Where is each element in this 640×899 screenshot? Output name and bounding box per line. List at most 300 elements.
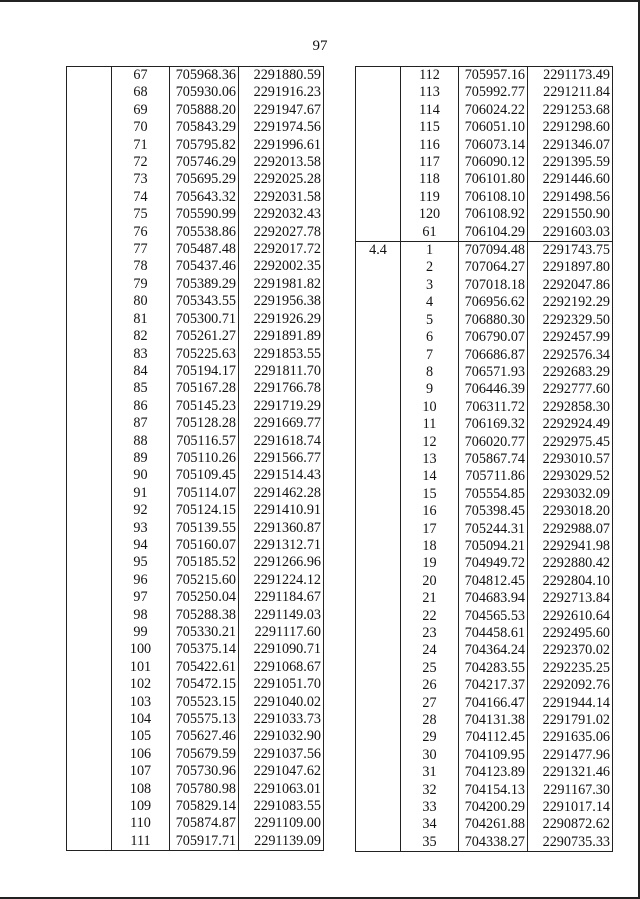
point-number-cell: 90 <box>112 467 170 484</box>
y-coordinate-cell: 2292880.42 <box>528 555 613 572</box>
point-number-cell: 81 <box>112 311 170 328</box>
point-number-cell: 17 <box>401 521 459 538</box>
x-coordinate-cell: 704200.29 <box>459 799 528 816</box>
x-coordinate-cell: 707018.18 <box>459 277 528 294</box>
x-coordinate-cell: 705795.82 <box>170 137 239 154</box>
y-coordinate-cell: 2292013.58 <box>239 154 324 171</box>
y-coordinate-cell: 2291880.59 <box>239 67 324 85</box>
y-coordinate-cell: 2292235.25 <box>528 660 613 677</box>
table-row <box>356 364 613 381</box>
zone-cell <box>67 171 112 188</box>
table-row <box>356 625 613 642</box>
y-coordinate-cell: 2291944.14 <box>528 695 613 712</box>
zone-cell <box>67 258 112 275</box>
point-number-cell: 105 <box>112 728 170 745</box>
x-coordinate-cell: 704166.47 <box>459 695 528 712</box>
point-number-cell: 92 <box>112 502 170 519</box>
point-number-cell: 1 <box>401 242 459 260</box>
x-coordinate-cell: 704565.53 <box>459 608 528 625</box>
point-number-cell: 85 <box>112 380 170 397</box>
table-row <box>67 276 324 293</box>
point-number-cell: 8 <box>401 364 459 381</box>
point-number-cell: 116 <box>401 137 459 154</box>
table-row <box>67 311 324 328</box>
table-row <box>67 84 324 101</box>
x-coordinate-cell: 705957.16 <box>459 67 528 85</box>
zone-cell <box>356 171 401 188</box>
point-number-cell: 68 <box>112 84 170 101</box>
zone-cell <box>356 660 401 677</box>
y-coordinate-cell: 2293029.52 <box>528 468 613 485</box>
zone-cell <box>356 521 401 538</box>
table-row <box>67 450 324 467</box>
x-coordinate-cell: 705225.63 <box>170 346 239 363</box>
table-row <box>67 224 324 241</box>
y-coordinate-cell: 2291253.68 <box>528 102 613 119</box>
point-number-cell: 28 <box>401 712 459 729</box>
x-coordinate-cell: 705124.15 <box>170 502 239 519</box>
x-coordinate-cell: 705261.27 <box>170 328 239 345</box>
y-coordinate-cell: 2291032.90 <box>239 728 324 745</box>
zone-cell <box>356 434 401 451</box>
y-coordinate-cell: 2291947.67 <box>239 102 324 119</box>
x-coordinate-cell: 705437.46 <box>170 258 239 275</box>
y-coordinate-cell: 2292032.43 <box>239 206 324 223</box>
point-number-cell: 76 <box>112 224 170 241</box>
table-row <box>67 119 324 136</box>
table-row <box>356 521 613 538</box>
table-row <box>67 781 324 798</box>
table-row <box>356 573 613 590</box>
zone-cell <box>67 346 112 363</box>
x-coordinate-cell: 706446.39 <box>459 381 528 398</box>
table-row <box>356 729 613 746</box>
y-coordinate-cell: 2292941.98 <box>528 538 613 555</box>
point-number-cell: 31 <box>401 764 459 781</box>
point-number-cell: 7 <box>401 347 459 364</box>
point-number-cell: 106 <box>112 746 170 763</box>
zone-cell <box>67 607 112 624</box>
zone-cell <box>67 624 112 641</box>
y-coordinate-cell: 2291550.90 <box>528 206 613 223</box>
zone-cell <box>356 224 401 242</box>
x-coordinate-cell: 705288.38 <box>170 607 239 624</box>
x-coordinate-cell: 705116.57 <box>170 433 239 450</box>
table-row <box>356 782 613 799</box>
point-number-cell: 67 <box>112 67 170 85</box>
x-coordinate-cell: 704283.55 <box>459 660 528 677</box>
table-row <box>67 485 324 502</box>
x-coordinate-cell: 704217.37 <box>459 677 528 694</box>
table-row <box>356 189 613 206</box>
y-coordinate-cell: 2292713.84 <box>528 590 613 607</box>
zone-cell <box>67 380 112 397</box>
y-coordinate-cell: 2291395.59 <box>528 154 613 171</box>
point-number-cell: 112 <box>401 67 459 85</box>
zone-cell <box>67 554 112 571</box>
point-number-cell: 80 <box>112 293 170 310</box>
zone-cell <box>356 189 401 206</box>
zone-cell: 4.4 <box>356 242 401 260</box>
table-row <box>67 154 324 171</box>
table-row <box>67 502 324 519</box>
y-coordinate-cell: 2291040.02 <box>239 694 324 711</box>
table-row <box>356 399 613 416</box>
y-coordinate-cell: 2291266.96 <box>239 554 324 571</box>
point-number-cell: 10 <box>401 399 459 416</box>
table-row <box>356 747 613 764</box>
point-number-cell: 119 <box>401 189 459 206</box>
zone-cell <box>356 816 401 833</box>
y-coordinate-cell: 2291719.29 <box>239 398 324 415</box>
point-number-cell: 120 <box>401 206 459 223</box>
y-coordinate-cell: 2291109.00 <box>239 815 324 832</box>
x-coordinate-cell: 705746.29 <box>170 154 239 171</box>
x-coordinate-cell: 705643.32 <box>170 189 239 206</box>
table-row <box>356 102 613 119</box>
zone-cell <box>356 84 401 101</box>
y-coordinate-cell: 2291514.43 <box>239 467 324 484</box>
x-coordinate-cell: 704131.38 <box>459 712 528 729</box>
table-row <box>356 468 613 485</box>
x-coordinate-cell: 705194.17 <box>170 363 239 380</box>
point-number-cell: 5 <box>401 312 459 329</box>
x-coordinate-cell: 705109.45 <box>170 467 239 484</box>
point-number-cell: 93 <box>112 520 170 537</box>
x-coordinate-cell: 705139.55 <box>170 520 239 537</box>
y-coordinate-cell: 2291037.56 <box>239 746 324 763</box>
x-coordinate-cell: 705145.23 <box>170 398 239 415</box>
table-row <box>356 555 613 572</box>
point-number-cell: 24 <box>401 642 459 659</box>
point-number-cell: 100 <box>112 641 170 658</box>
point-number-cell: 13 <box>401 451 459 468</box>
zone-cell <box>356 119 401 136</box>
table-row <box>356 503 613 520</box>
y-coordinate-cell: 2292576.34 <box>528 347 613 364</box>
x-coordinate-cell: 706090.12 <box>459 154 528 171</box>
y-coordinate-cell: 2291566.77 <box>239 450 324 467</box>
zone-cell <box>67 467 112 484</box>
point-number-cell: 91 <box>112 485 170 502</box>
x-coordinate-cell: 707064.27 <box>459 259 528 276</box>
zone-cell <box>356 399 401 416</box>
y-coordinate-cell: 2291312.71 <box>239 537 324 554</box>
table-row <box>67 554 324 571</box>
x-coordinate-cell: 705523.15 <box>170 694 239 711</box>
table-row <box>356 834 613 852</box>
y-coordinate-cell: 2292858.30 <box>528 399 613 416</box>
point-number-cell: 95 <box>112 554 170 571</box>
point-number-cell: 3 <box>401 277 459 294</box>
table-row <box>67 728 324 745</box>
x-coordinate-cell: 704812.45 <box>459 573 528 590</box>
table-row <box>356 677 613 694</box>
zone-cell <box>356 206 401 223</box>
y-coordinate-cell: 2292610.64 <box>528 608 613 625</box>
y-coordinate-cell: 2292975.45 <box>528 434 613 451</box>
zone-cell <box>67 433 112 450</box>
zone-cell <box>356 834 401 852</box>
zone-cell <box>356 782 401 799</box>
point-number-cell: 101 <box>112 659 170 676</box>
zone-cell <box>67 728 112 745</box>
x-coordinate-cell: 706051.10 <box>459 119 528 136</box>
zone-cell <box>356 154 401 171</box>
zone-cell <box>356 312 401 329</box>
table-row <box>67 833 324 851</box>
y-coordinate-cell: 2292047.86 <box>528 277 613 294</box>
table-row <box>356 224 613 242</box>
table-row <box>356 816 613 833</box>
zone-cell <box>67 537 112 554</box>
table-row <box>356 695 613 712</box>
y-coordinate-cell: 2291063.01 <box>239 781 324 798</box>
table-row <box>67 380 324 397</box>
table-row <box>67 293 324 310</box>
table-row <box>67 572 324 589</box>
zone-cell <box>67 154 112 171</box>
zone-cell <box>67 485 112 502</box>
point-number-cell: 25 <box>401 660 459 677</box>
y-coordinate-cell: 2291068.67 <box>239 659 324 676</box>
y-coordinate-cell: 2291618.74 <box>239 433 324 450</box>
point-number-cell: 94 <box>112 537 170 554</box>
y-coordinate-cell: 2292017.72 <box>239 241 324 258</box>
x-coordinate-cell: 705695.29 <box>170 171 239 188</box>
point-number-cell: 71 <box>112 137 170 154</box>
table-row <box>356 799 613 816</box>
table-row <box>356 764 613 781</box>
page-number: 97 <box>312 38 328 54</box>
y-coordinate-cell: 2292002.35 <box>239 258 324 275</box>
x-coordinate-cell: 704338.27 <box>459 834 528 852</box>
table-row <box>67 624 324 641</box>
y-coordinate-cell: 2291891.89 <box>239 328 324 345</box>
table-row <box>356 67 613 85</box>
table-row <box>356 642 613 659</box>
point-number-cell: 2 <box>401 259 459 276</box>
x-coordinate-cell: 704112.45 <box>459 729 528 746</box>
zone-cell <box>67 363 112 380</box>
zone-cell <box>67 206 112 223</box>
x-coordinate-cell: 705554.85 <box>459 486 528 503</box>
table-row <box>356 312 613 329</box>
y-coordinate-cell: 2291669.77 <box>239 415 324 432</box>
x-coordinate-cell: 705780.98 <box>170 781 239 798</box>
table-row <box>67 537 324 554</box>
zone-cell <box>356 642 401 659</box>
x-coordinate-cell: 705330.21 <box>170 624 239 641</box>
point-number-cell: 79 <box>112 276 170 293</box>
point-number-cell: 35 <box>401 834 459 852</box>
y-coordinate-cell: 2291743.75 <box>528 242 613 260</box>
x-coordinate-cell: 705389.29 <box>170 276 239 293</box>
x-coordinate-cell: 705422.61 <box>170 659 239 676</box>
y-coordinate-cell: 2293032.09 <box>528 486 613 503</box>
table-row <box>356 171 613 188</box>
point-number-cell: 115 <box>401 119 459 136</box>
x-coordinate-cell: 706073.14 <box>459 137 528 154</box>
table-row <box>67 189 324 206</box>
y-coordinate-cell: 2291766.78 <box>239 380 324 397</box>
point-number-cell: 21 <box>401 590 459 607</box>
table-row <box>67 711 324 728</box>
y-coordinate-cell: 2291926.29 <box>239 311 324 328</box>
zone-cell <box>67 520 112 537</box>
table-row <box>356 712 613 729</box>
point-number-cell: 84 <box>112 363 170 380</box>
point-number-cell: 33 <box>401 799 459 816</box>
point-number-cell: 110 <box>112 815 170 832</box>
zone-cell <box>356 799 401 816</box>
zone-cell <box>356 486 401 503</box>
x-coordinate-cell: 706020.77 <box>459 434 528 451</box>
table-row <box>67 589 324 606</box>
table-row <box>67 398 324 415</box>
x-coordinate-cell: 705215.60 <box>170 572 239 589</box>
point-number-cell: 118 <box>401 171 459 188</box>
x-coordinate-cell: 706311.72 <box>459 399 528 416</box>
zone-cell <box>67 224 112 241</box>
table-row <box>67 67 324 85</box>
x-coordinate-cell: 705250.04 <box>170 589 239 606</box>
y-coordinate-cell: 2290872.62 <box>528 816 613 833</box>
y-coordinate-cell: 2292370.02 <box>528 642 613 659</box>
zone-cell <box>67 119 112 136</box>
table-row <box>356 660 613 677</box>
zone-cell <box>67 711 112 728</box>
zone-cell <box>356 625 401 642</box>
zone-cell <box>356 416 401 433</box>
table-row <box>67 815 324 832</box>
point-number-cell: 70 <box>112 119 170 136</box>
zone-cell <box>67 502 112 519</box>
table-row <box>356 538 613 555</box>
table-row <box>356 590 613 607</box>
point-number-cell: 87 <box>112 415 170 432</box>
y-coordinate-cell: 2291446.60 <box>528 171 613 188</box>
zone-cell <box>356 67 401 85</box>
table-row <box>356 451 613 468</box>
coordinate-table-right <box>355 66 613 852</box>
table-row <box>67 467 324 484</box>
y-coordinate-cell: 2291173.49 <box>528 67 613 85</box>
point-number-cell: 11 <box>401 416 459 433</box>
x-coordinate-cell: 705679.59 <box>170 746 239 763</box>
table-row <box>67 346 324 363</box>
y-coordinate-cell: 2291916.23 <box>239 84 324 101</box>
x-coordinate-cell: 705375.14 <box>170 641 239 658</box>
zone-cell <box>356 503 401 520</box>
point-number-cell: 82 <box>112 328 170 345</box>
y-coordinate-cell: 2291462.28 <box>239 485 324 502</box>
zone-cell <box>67 328 112 345</box>
y-coordinate-cell: 2291956.38 <box>239 293 324 310</box>
x-coordinate-cell: 705917.71 <box>170 833 239 851</box>
zone-cell <box>356 590 401 607</box>
point-number-cell: 4 <box>401 294 459 311</box>
table-row <box>356 137 613 154</box>
zone-cell <box>67 694 112 711</box>
point-number-cell: 111 <box>112 833 170 851</box>
point-number-cell: 102 <box>112 676 170 693</box>
point-number-cell: 88 <box>112 433 170 450</box>
zone-cell <box>67 746 112 763</box>
y-coordinate-cell: 2291498.56 <box>528 189 613 206</box>
table-row <box>67 676 324 693</box>
y-coordinate-cell: 2291051.70 <box>239 676 324 693</box>
x-coordinate-cell: 706101.80 <box>459 171 528 188</box>
table-row <box>67 798 324 815</box>
point-number-cell: 61 <box>401 224 459 242</box>
point-number-cell: 109 <box>112 798 170 815</box>
table-row <box>356 381 613 398</box>
y-coordinate-cell: 2291853.55 <box>239 346 324 363</box>
point-number-cell: 34 <box>401 816 459 833</box>
zone-cell <box>356 329 401 346</box>
x-coordinate-cell: 705110.26 <box>170 450 239 467</box>
x-coordinate-cell: 704458.61 <box>459 625 528 642</box>
zone-cell <box>67 415 112 432</box>
table-row <box>356 608 613 625</box>
zone-cell <box>356 294 401 311</box>
y-coordinate-cell: 2291298.60 <box>528 119 613 136</box>
point-number-cell: 27 <box>401 695 459 712</box>
y-coordinate-cell: 2291083.55 <box>239 798 324 815</box>
table-row <box>67 363 324 380</box>
x-coordinate-cell: 705992.77 <box>459 84 528 101</box>
x-coordinate-cell: 705867.74 <box>459 451 528 468</box>
y-coordinate-cell: 2291974.56 <box>239 119 324 136</box>
y-coordinate-cell: 2291603.03 <box>528 224 613 242</box>
x-coordinate-cell: 705627.46 <box>170 728 239 745</box>
x-coordinate-cell: 704261.88 <box>459 816 528 833</box>
point-number-cell: 23 <box>401 625 459 642</box>
table-row <box>67 607 324 624</box>
x-coordinate-cell: 705487.48 <box>170 241 239 258</box>
zone-cell <box>67 137 112 154</box>
y-coordinate-cell: 2291211.84 <box>528 84 613 101</box>
y-coordinate-cell: 2291410.91 <box>239 502 324 519</box>
table-row <box>67 694 324 711</box>
x-coordinate-cell: 705244.31 <box>459 521 528 538</box>
point-number-cell: 97 <box>112 589 170 606</box>
point-number-cell: 86 <box>112 398 170 415</box>
zone-cell <box>67 311 112 328</box>
y-coordinate-cell: 2291635.06 <box>528 729 613 746</box>
point-number-cell: 114 <box>401 102 459 119</box>
y-coordinate-cell: 2291981.82 <box>239 276 324 293</box>
zone-cell <box>67 641 112 658</box>
x-coordinate-cell: 706571.93 <box>459 364 528 381</box>
x-coordinate-cell: 706024.22 <box>459 102 528 119</box>
table-row <box>67 241 324 258</box>
point-number-cell: 14 <box>401 468 459 485</box>
zone-cell <box>356 747 401 764</box>
table-row <box>356 277 613 294</box>
y-coordinate-cell: 2291033.73 <box>239 711 324 728</box>
y-coordinate-cell: 2291167.30 <box>528 782 613 799</box>
table-row <box>67 171 324 188</box>
table-row <box>356 154 613 171</box>
zone-cell <box>356 538 401 555</box>
y-coordinate-cell: 2291047.62 <box>239 763 324 780</box>
table-row <box>67 415 324 432</box>
point-number-cell: 69 <box>112 102 170 119</box>
point-number-cell: 113 <box>401 84 459 101</box>
point-number-cell: 75 <box>112 206 170 223</box>
